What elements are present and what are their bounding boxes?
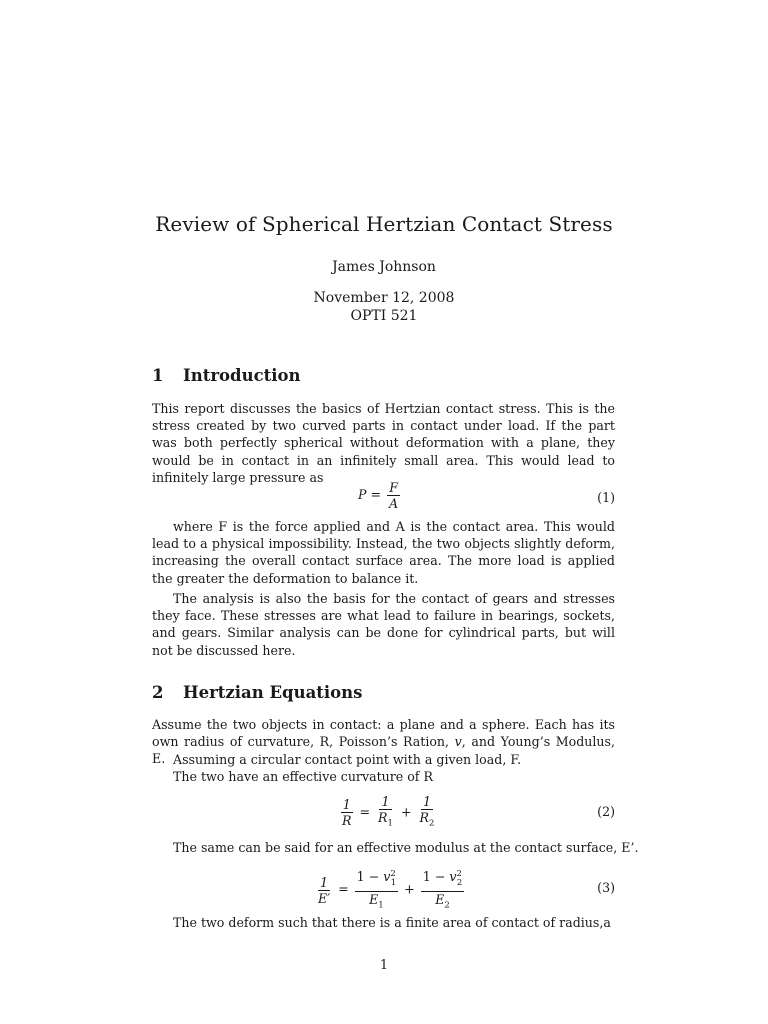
- section-number: 2: [152, 683, 164, 702]
- eq1-lhs: P: [358, 487, 367, 502]
- paragraph-hertz-2: Assuming a circular contact point with a given load, F.: [173, 752, 522, 767]
- paragraph-hertz-1-text: Assume the two objects in contact: a plane and a sphere. Each has its own radius of curvature, R, Poisson’s Ration,: [152, 717, 615, 750]
- equation-3-label: (3): [597, 880, 615, 895]
- equation-3: $\frac{1}{E'}$ = $\frac{1 - v^2_1}{E_1}$ + $\frac{1 - v^2_2}{E_2}$ (3): [318, 869, 615, 911]
- paragraph-intro-3: The analysis is also the basis for the contact of gears and stresses they face. These stresses are what lead to failure in bearings, sockets, and gears. Similar analysis can be done for cylindrical parts, but will not be discussed here.: [152, 591, 615, 658]
- section-title: Introduction: [183, 366, 301, 385]
- eq1-fraction: [387, 480, 400, 511]
- course-code: OPTI 521: [350, 308, 418, 324]
- paragraph-hertz-1-tail: , and Young’s Modulus, E.: [152, 734, 616, 767]
- section-title: Hertzian Equations: [183, 683, 363, 702]
- equation-1: P = $\frac{F}{A}$ (1): [358, 480, 615, 511]
- section-heading-hertzian-equations: [152, 683, 362, 702]
- section-number: 1: [152, 366, 164, 385]
- paragraph-hertz-3: The two have an effective curvature of R: [173, 769, 433, 784]
- paragraph-hertz-5: The two deform such that there is a finite area of contact of radius,a: [173, 915, 611, 930]
- equation-2-label: (2): [597, 804, 615, 819]
- equation-1-label: (1): [597, 490, 615, 505]
- paragraph-intro-1: This report discusses the basics of Hertzian contact stress. This is the stress created by two curved parts in contact under load. If the part was both perfectly spherical without deformation with a plane, they would be in contact in an infinitely small area. This would lead to infinitely large pressure as: [152, 401, 615, 485]
- paper-title: Review of Spherical Hertzian Contact Stress: [155, 212, 613, 236]
- eq1-denominator: A: [389, 496, 399, 511]
- paragraph-hertz-4: The same can be said for an effective modulus at the contact surface, E’.: [173, 840, 639, 855]
- paragraph-intro-2: where F is the force applied and A is the contact area. This would lead to a physical impossibility. Instead, the two objects slightly deform, increasing the overall contact surface area. The more load is applied the greater the deformation to balance it.: [152, 519, 615, 586]
- eq1-numerator: F: [389, 480, 398, 495]
- section-heading-introduction: [152, 366, 301, 385]
- page-number: 1: [379, 957, 388, 972]
- poisson-symbol: v: [454, 734, 462, 750]
- equation-2: $\frac{1}{R}$ = $\frac{1}{R_1}$ + $\frac{1}{R_2}$ (2): [342, 794, 615, 829]
- author-name: James Johnson: [332, 259, 436, 275]
- paper-date: November 12, 2008: [313, 290, 455, 306]
